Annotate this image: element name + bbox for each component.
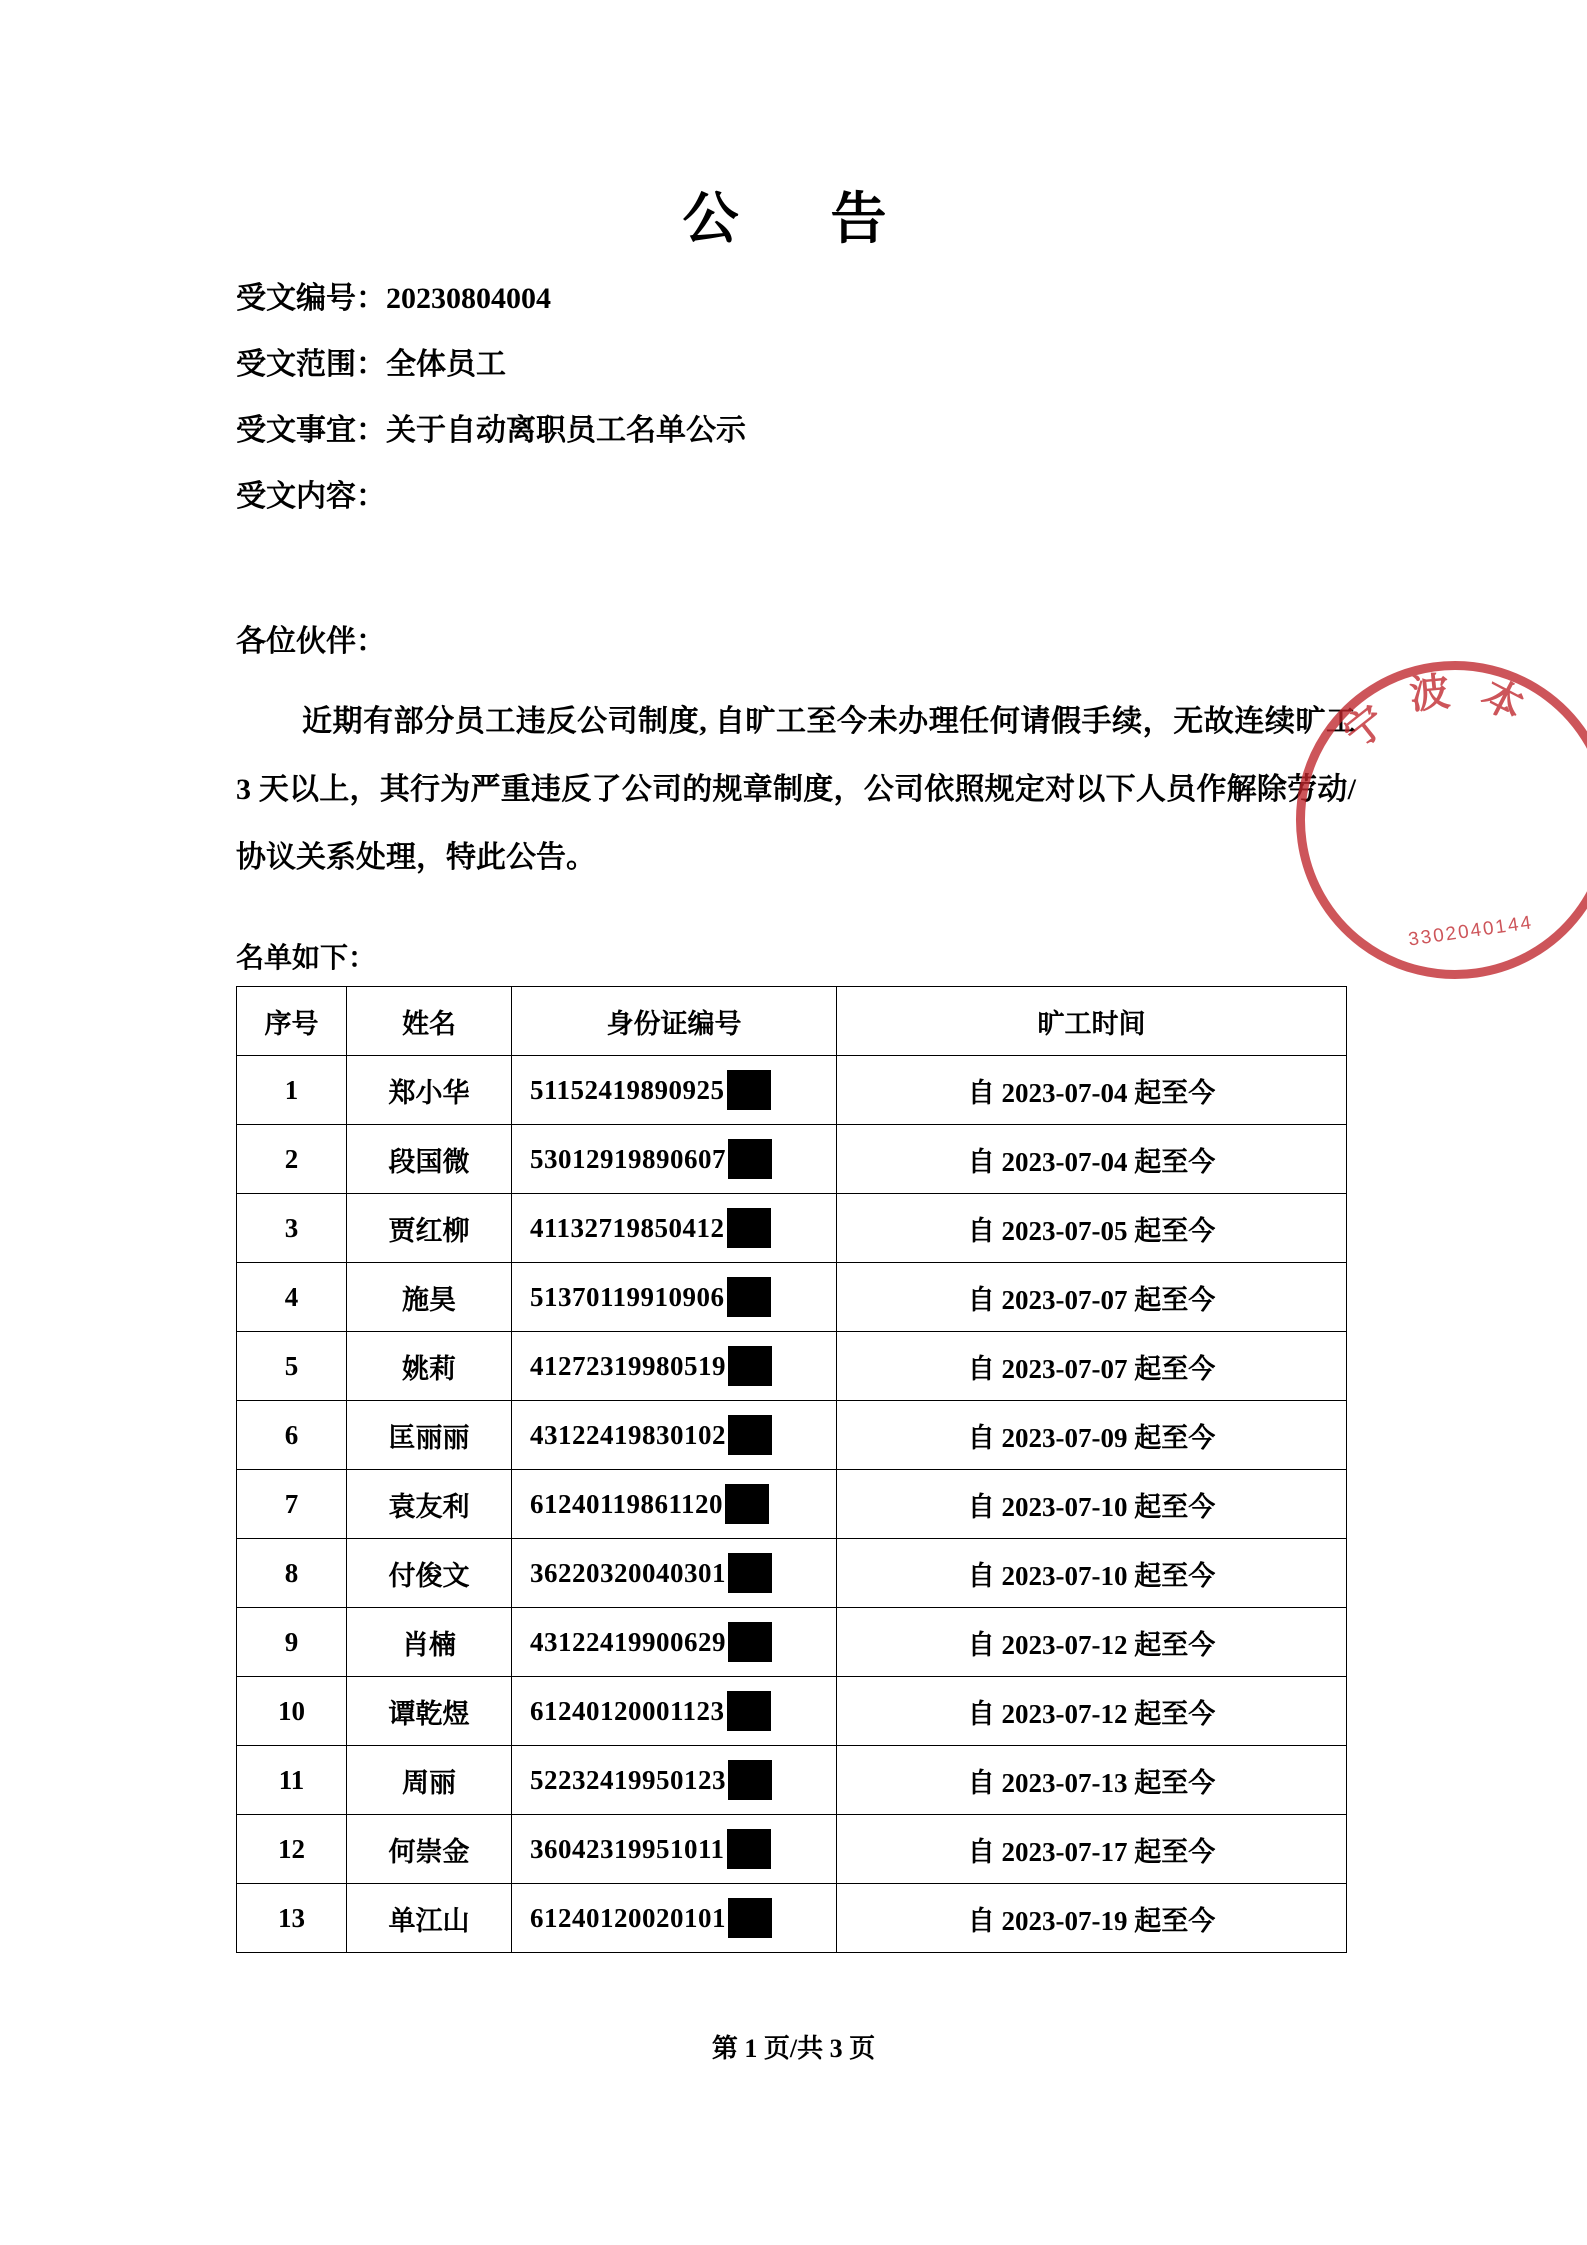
meta-row-subject — [236, 416, 1416, 446]
cell-id — [512, 1263, 837, 1332]
table-row — [237, 1470, 1347, 1539]
cell-name: 郑小华 — [347, 1056, 512, 1125]
cell-index: 1 — [237, 1056, 347, 1125]
id-digits: 61240120001123 — [530, 1695, 725, 1726]
redaction-block — [727, 1277, 771, 1317]
redaction-block — [728, 1415, 772, 1455]
meta-label-content: 受文内容： — [236, 480, 386, 513]
cell-id — [512, 1194, 837, 1263]
table-header-name: 姓名 — [347, 987, 512, 1056]
table-row — [237, 1677, 1347, 1746]
id-digits: 36042319951011 — [530, 1833, 725, 1864]
cell-date: 自 2023-07-04 起至今 — [837, 1056, 1347, 1125]
table-row — [237, 1263, 1347, 1332]
cell-id — [512, 1332, 837, 1401]
meta-row-receipt-number — [236, 284, 1416, 314]
id-digits: 61240120020101 — [530, 1902, 726, 1933]
id-digits: 43122419900629 — [530, 1626, 726, 1657]
cell-index: 13 — [237, 1884, 347, 1953]
cell-index: 5 — [237, 1332, 347, 1401]
cell-index: 4 — [237, 1263, 347, 1332]
redaction-block — [727, 1208, 771, 1248]
cell-date: 自 2023-07-10 起至今 — [837, 1539, 1347, 1608]
id-digits: 51370119910906 — [530, 1281, 725, 1312]
cell-id — [512, 1125, 837, 1194]
cell-date: 自 2023-07-07 起至今 — [837, 1263, 1347, 1332]
list-label: 名单如下： — [236, 943, 377, 974]
seal-number: 3302040144 — [1406, 912, 1535, 951]
table-row — [237, 1815, 1347, 1884]
cell-name: 周丽 — [347, 1746, 512, 1815]
body-paragraph: 近期有部分员工违反公司制度, 自旷工至今未办理任何请假手续，无故连续旷工 3 天以上，其行为严重违反了公司的规章制度，公司依照规定对以下人员作解除劳动/协议关系处理，特此公告。 — [236, 705, 1356, 874]
cell-index: 2 — [237, 1125, 347, 1194]
cell-index: 12 — [237, 1815, 347, 1884]
cell-name: 单江山 — [347, 1884, 512, 1953]
table-row — [237, 1401, 1347, 1470]
cell-date: 自 2023-07-13 起至今 — [837, 1746, 1347, 1815]
id-digits: 43122419830102 — [530, 1419, 726, 1450]
table-header-id: 身份证编号 — [512, 987, 837, 1056]
meta-value-subject: 关于自动离职员工名单公示 — [386, 414, 746, 447]
redaction-block — [728, 1346, 772, 1386]
id-digits: 41132719850412 — [530, 1212, 725, 1243]
redaction-block — [725, 1484, 769, 1524]
redaction-block — [728, 1898, 772, 1938]
cell-index: 9 — [237, 1608, 347, 1677]
redaction-block — [728, 1553, 772, 1593]
cell-id — [512, 1470, 837, 1539]
page-title: 公 告 — [682, 189, 905, 251]
svg-text:宁波本: 宁波本 — [1335, 666, 1554, 758]
meta-row-content — [236, 482, 1416, 512]
meta-value-scope: 全体员工 — [386, 348, 506, 381]
document-meta — [236, 284, 1416, 548]
redaction-block — [727, 1070, 771, 1110]
cell-name: 匡丽丽 — [347, 1401, 512, 1470]
id-digits: 53012919890607 — [530, 1143, 726, 1174]
cell-id — [512, 1746, 837, 1815]
table-row — [237, 1608, 1347, 1677]
salutation: 各位伙伴： — [236, 625, 386, 658]
id-digits: 61240119861120 — [530, 1488, 724, 1519]
cell-name: 何崇金 — [347, 1815, 512, 1884]
table-header-row — [237, 987, 1347, 1056]
redaction-block — [728, 1622, 772, 1662]
cell-id — [512, 1815, 837, 1884]
cell-name: 付俊文 — [347, 1539, 512, 1608]
page-footer: 第 1 页/共 3 页 — [711, 2034, 876, 2063]
cell-index: 8 — [237, 1539, 347, 1608]
cell-index: 7 — [237, 1470, 347, 1539]
cell-index: 3 — [237, 1194, 347, 1263]
cell-index: 6 — [237, 1401, 347, 1470]
employee-table — [236, 986, 1347, 1953]
cell-date: 自 2023-07-19 起至今 — [837, 1884, 1347, 1953]
table-row — [237, 1125, 1347, 1194]
cell-name: 姚莉 — [347, 1332, 512, 1401]
cell-date: 自 2023-07-04 起至今 — [837, 1125, 1347, 1194]
redaction-block — [727, 1829, 771, 1869]
cell-name: 谭乾煜 — [347, 1677, 512, 1746]
id-digits: 41272319980519 — [530, 1350, 726, 1381]
cell-name: 袁友利 — [347, 1470, 512, 1539]
table-header-index: 序号 — [237, 987, 347, 1056]
cell-date: 自 2023-07-12 起至今 — [837, 1677, 1347, 1746]
redaction-block — [728, 1760, 772, 1800]
table-row — [237, 1884, 1347, 1953]
cell-name: 肖楠 — [347, 1608, 512, 1677]
table-row — [237, 1332, 1347, 1401]
meta-label-scope: 受文范围： — [236, 348, 386, 381]
cell-date: 自 2023-07-07 起至今 — [837, 1332, 1347, 1401]
table-row — [237, 1056, 1347, 1125]
cell-date: 自 2023-07-10 起至今 — [837, 1470, 1347, 1539]
table-row — [237, 1539, 1347, 1608]
cell-id — [512, 1401, 837, 1470]
meta-label-receipt-number: 受文编号： — [236, 282, 386, 315]
table-row — [237, 1746, 1347, 1815]
cell-id — [512, 1608, 837, 1677]
cell-name: 段国微 — [347, 1125, 512, 1194]
id-digits: 52232419950123 — [530, 1764, 726, 1795]
table-row — [237, 1194, 1347, 1263]
cell-id — [512, 1539, 837, 1608]
meta-row-scope — [236, 350, 1416, 380]
cell-date: 自 2023-07-12 起至今 — [837, 1608, 1347, 1677]
cell-id — [512, 1884, 837, 1953]
id-digits: 51152419890925 — [530, 1074, 725, 1105]
cell-date: 自 2023-07-05 起至今 — [837, 1194, 1347, 1263]
redaction-block — [727, 1691, 771, 1731]
cell-id — [512, 1677, 837, 1746]
redaction-block — [728, 1139, 772, 1179]
cell-index: 11 — [237, 1746, 347, 1815]
cell-id — [512, 1056, 837, 1125]
meta-value-receipt-number: 20230804004 — [386, 282, 551, 315]
table-header-date: 旷工时间 — [837, 987, 1347, 1056]
cell-date: 自 2023-07-17 起至今 — [837, 1815, 1347, 1884]
cell-index: 10 — [237, 1677, 347, 1746]
cell-name: 施昊 — [347, 1263, 512, 1332]
cell-date: 自 2023-07-09 起至今 — [837, 1401, 1347, 1470]
meta-label-subject: 受文事宜： — [236, 414, 386, 447]
cell-name: 贾红柳 — [347, 1194, 512, 1263]
id-digits: 36220320040301 — [530, 1557, 726, 1588]
